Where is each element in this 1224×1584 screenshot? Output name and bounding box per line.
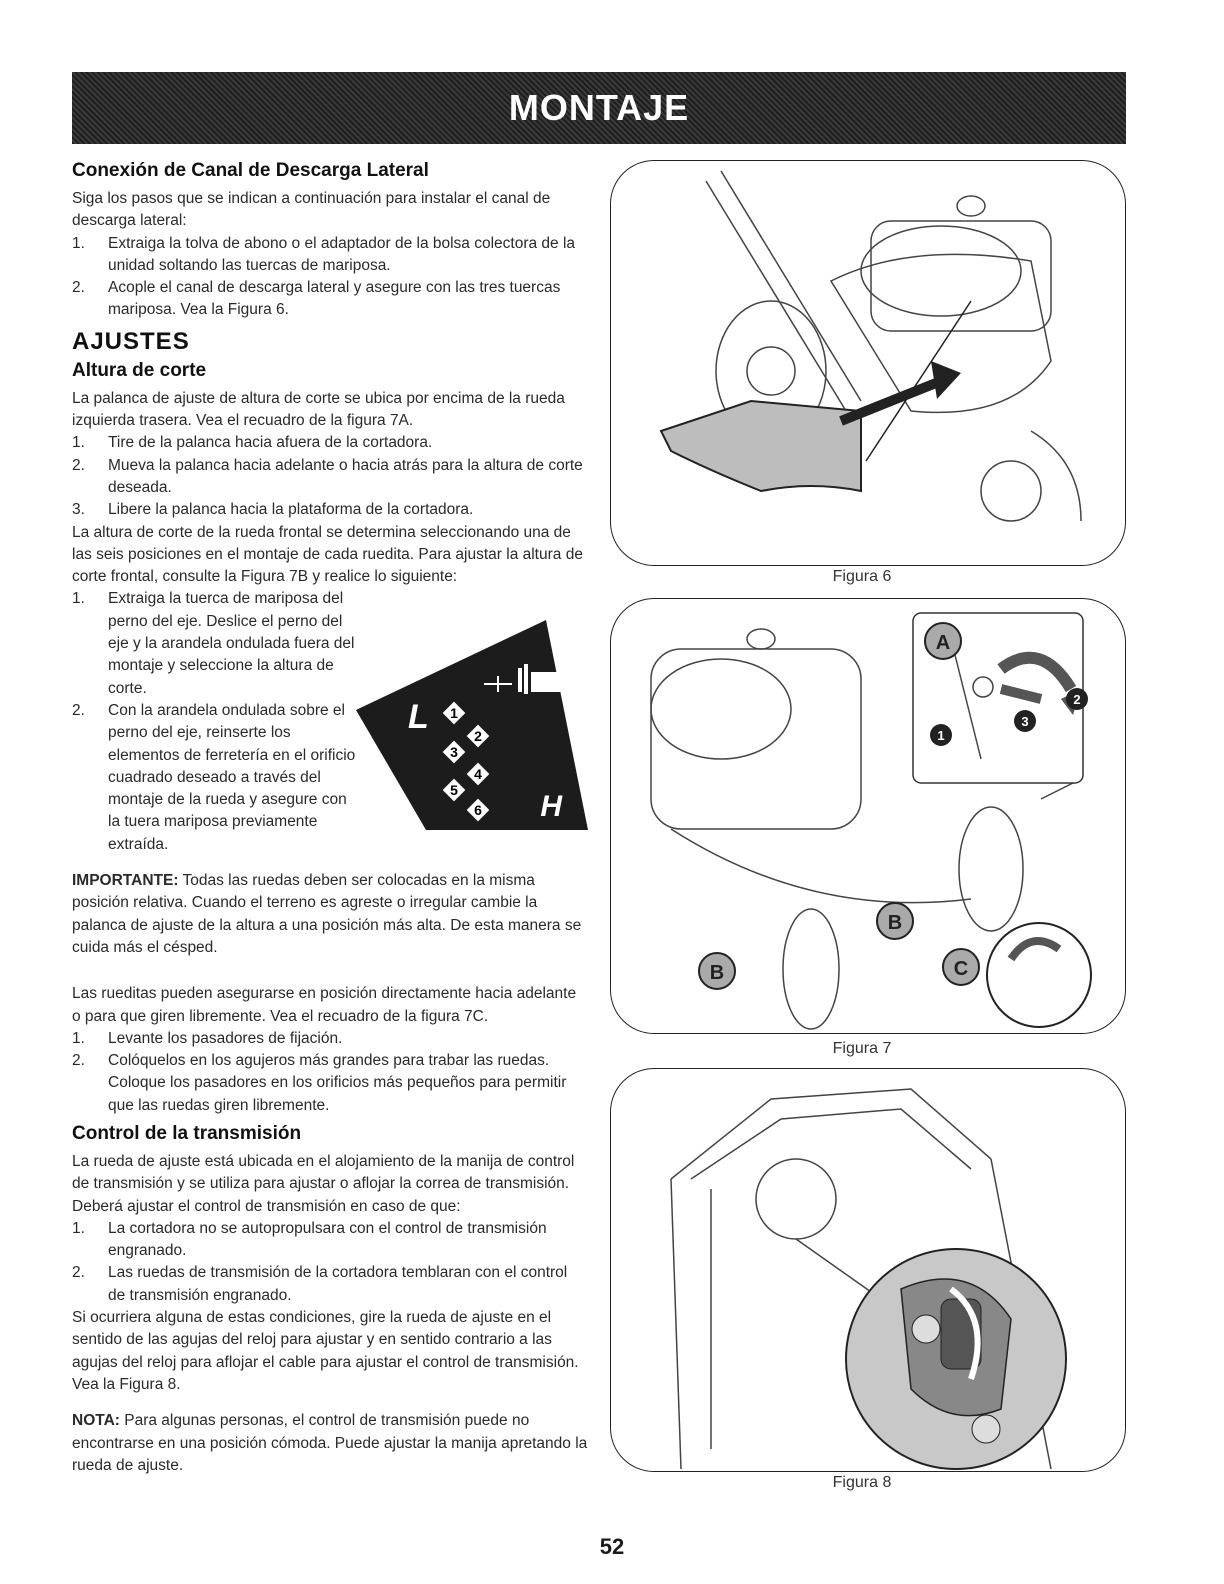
drive-control-illustration [611, 1069, 1125, 1471]
drive-after-text: Si ocurriera alguna de estas condiciones, gire la rueda de ajuste en el sentido de las agujas del reloj para ajustar y en sentido contrario a las agujas del reloj para aflojar el cable para ajustar el control de transmisión. Vea la Figura 8. [72, 1309, 579, 1393]
svg-text:6: 6 [474, 802, 482, 818]
svg-text:5: 5 [450, 782, 458, 798]
list-item: 1. Extraiga la tolva de abono o el adaptador de la bolsa colectora de la unidad soltando las tuercas de mariposa. [72, 234, 576, 274]
list-item: 1. Extraiga la tuerca de mariposa del perno del eje. Deslice el perno del eje y la arandela ondulada fuera del montaje y seleccione la altura de corte. [72, 590, 355, 697]
list-item: 2. Mueva la palanca hacia adelante o hacia atrás para la altura de corte deseada. [72, 456, 583, 496]
important-note: IMPORTANTE: Todas las ruedas deben ser colocadas en la misma posición relativa. Cuando el terreno es agreste o irregular cambie la palanca de ajuste de la altura a una posición más alta. De esta manera se cuida más el césped. [72, 872, 582, 956]
arrow-shaft [841, 381, 941, 421]
svg-text:3: 3 [450, 744, 458, 760]
height-position-panel [356, 620, 588, 830]
chute-shape [661, 401, 861, 491]
wheel-height-illustration [611, 599, 1125, 1033]
cutting-height-steps [72, 432, 588, 521]
panel-high-label: H [540, 790, 562, 823]
discharge-intro: Siga los pasos que se indican a continuación para instalar el canal de descarga lateral: [72, 190, 551, 230]
front-height-text: La altura de corte de la rueda frontal se determina seleccionando una de las seis posiciones en el montaje de cada ruedita. Para ajustar la altura de corte frontal, consulte la Figura 7B y realice lo siguiente: [72, 523, 583, 586]
list-item: 2. Con la arandela ondulada sobre el perno del eje, reinserte los elementos de ferretería en el orificio cuadrado deseado a través del montaje de la rueda y asegure con la tuera mariposa previamente extraída. [72, 701, 356, 853]
figure-8 [610, 1068, 1126, 1472]
figure-7 [610, 598, 1126, 1034]
figure-8-caption: Figura 8 [832, 1474, 892, 1491]
svg-text:2: 2 [1073, 692, 1081, 707]
section-banner [72, 72, 1126, 144]
label-b2: B [709, 962, 725, 984]
drive-control-heading: Control de la transmisión [72, 1122, 302, 1144]
svg-text:3: 3 [1021, 714, 1029, 729]
drive-intro: La rueda de ajuste está ubicada en el alojamiento de la manija de control de transmisión y se utiliza para ajustar o aflojar la correa de transmisión. Deberá ajustar el control de transmisión en caso de que: [72, 1152, 575, 1215]
list-item: 2. Acople el canal de descarga lateral y asegure con las tres tuercas mariposa. Vea la Figura 6. [72, 279, 561, 319]
cutting-height-intro: La palanca de ajuste de altura de corte se ubica por encima de la rueda izquierda trasera. Vea el recuadro de la figura 7A. [72, 389, 565, 430]
list-item: 3. Libere la palanca hacia la plataforma de la cortadora. [72, 501, 474, 519]
front-height-steps [72, 588, 362, 856]
svg-text:2: 2 [474, 728, 482, 744]
casters-text: Las rueditas pueden asegurarse en posición directamente hacia adelante o para que giren libremente. Vea el recuadro de la figura 7C. [72, 985, 577, 1025]
svg-text:1: 1 [937, 728, 945, 743]
arrow-head [931, 361, 961, 399]
list-item: 2. Colóquelos en los agujeros más grandes para trabar las ruedas. Coloque los pasadores en los orificios más pequeños para permitir que las ruedas giren libremente. [72, 1052, 567, 1114]
discharge-heading: Conexión de Canal de Descarga Lateral [72, 160, 429, 181]
figure-6 [610, 160, 1126, 566]
svg-text:4: 4 [474, 766, 482, 782]
figure-7-caption: Figura 7 [832, 1040, 892, 1057]
discharge-steps [72, 233, 588, 322]
drive-steps [72, 1218, 588, 1307]
list-item: 1. Tire de la palanca hacia afuera de la cortadora. [72, 434, 433, 452]
casters-steps [72, 1028, 588, 1117]
drive-note: NOTA: Para algunas personas, el control de transmisión puede no encontrarse en una posición cómoda. Puede ajustar la manija apretando la rueda de ajuste. [72, 1412, 588, 1474]
panel-low-label: L [408, 698, 429, 736]
figure-6-caption: Figura 6 [832, 568, 892, 585]
discharge-chute-illustration [611, 161, 1125, 565]
label-b: B [887, 912, 903, 934]
cutting-height-heading: Altura de corte [72, 359, 207, 381]
adjustments-heading: AJUSTES [72, 327, 190, 355]
list-item: 1. Levante los pasadores de fijación. [72, 1029, 343, 1047]
page-number: 52 [599, 1534, 625, 1559]
label-c: C [953, 958, 969, 980]
label-a: A [935, 632, 951, 654]
list-item: 1. La cortadora no se autopropulsara con el control de transmisión engranado. [72, 1219, 547, 1260]
svg-text:1: 1 [450, 705, 458, 721]
list-item: 2. Las ruedas de transmisión de la cortadora temblaran con el control de transmisión engranado. [72, 1264, 568, 1304]
section-title: MONTAJE [508, 87, 690, 128]
